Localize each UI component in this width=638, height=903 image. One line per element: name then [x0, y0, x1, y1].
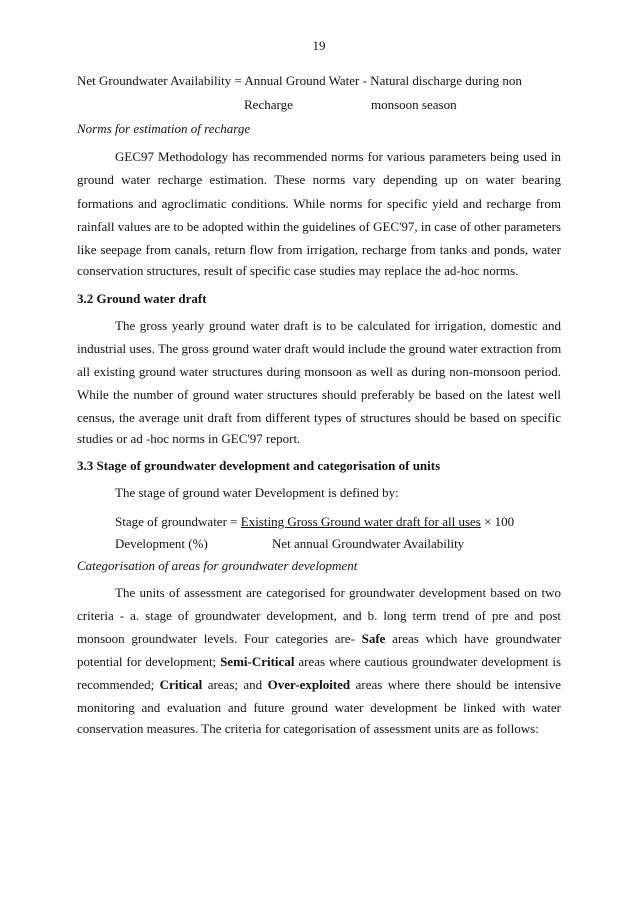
para-cat-text: areas; and	[207, 677, 263, 692]
para-draft-line: industrial uses. The gross ground water draft would include the ground water extraction from	[77, 341, 562, 356]
stage-intro: The stage of ground water Development is defined by:	[115, 485, 399, 500]
para-cat-line: The units of assessment are categorised for groundwater development based on two	[115, 585, 561, 600]
category-safe: Safe	[361, 631, 386, 646]
heading-stage-development: 3.3 Stage of groundwater development and categorisation of units	[77, 458, 441, 473]
para-cat-line	[77, 631, 561, 647]
para-cat-text: areas which have groundwater	[392, 631, 561, 646]
formula-stage-line1	[115, 514, 514, 530]
para-draft-line: all existing ground water structures during monsoon as well as during non-monsoon period.	[77, 364, 561, 379]
heading-ground-water-draft: 3.2 Ground water draft	[77, 291, 207, 306]
para-cat-line: monitoring and evaluation and future ground water development be linked with water	[77, 700, 561, 715]
formula-stage-times: × 100	[484, 514, 515, 529]
para-norms-line: ground water recharge estimation. These norms vary depending up on water bearing	[77, 172, 561, 187]
formula-stage-denominator: Net annual Groundwater Availability	[272, 536, 465, 551]
formula-net-availability-monsoon: monsoon season	[371, 97, 457, 112]
para-cat-text: monsoon groundwater levels. Four categories are-	[77, 631, 355, 646]
para-draft-line: The gross yearly ground water draft is to be calculated for irrigation, domestic and	[115, 318, 561, 333]
para-cat-text: potential for development;	[77, 654, 217, 669]
para-cat-text: areas where there should be intensive	[355, 677, 561, 692]
formula-stage-label: Stage of groundwater =	[115, 514, 238, 529]
para-cat-text: recommended;	[77, 677, 155, 692]
para-norms-line: rainfall values are to be adopted within the guidelines of GEC'97, in case of other parameters	[77, 219, 561, 234]
heading-norms: Norms for estimation of recharge	[77, 121, 251, 136]
para-cat-line	[77, 654, 561, 670]
heading-categorisation: Categorisation of areas for groundwater development	[77, 558, 358, 573]
para-cat-text: areas where cautious groundwater development is	[298, 654, 562, 669]
category-semi-critical: Semi-Critical	[220, 654, 295, 669]
formula-net-availability-recharge: Recharge	[244, 97, 293, 112]
para-norms-line: formations and agroclimatic conditions. While norms for specific yield and recharge from	[77, 196, 561, 211]
category-critical: Critical	[159, 677, 203, 692]
para-norms-line: GEC97 Methodology has recommended norms for various parameters being used in	[115, 149, 561, 164]
page-number: 19	[312, 38, 326, 53]
para-cat-line	[77, 677, 561, 693]
para-norms-line: conservation structures, result of specific case studies may replace the ad-hoc norms.	[77, 263, 519, 278]
formula-stage-development-label: Development (%)	[115, 536, 208, 551]
category-over-exploited: Over-exploited	[267, 677, 351, 692]
para-cat-line: criteria - a. stage of groundwater development, and b. long term trend of pre and post	[77, 608, 561, 623]
formula-stage-numerator: Existing Gross Ground water draft for all uses	[240, 514, 481, 529]
para-draft-line: census, the average unit draft from different types of structures should be based on specific	[77, 410, 561, 425]
formula-net-availability-line1: Net Groundwater Availability = Annual Ground Water - Natural discharge during non	[77, 73, 522, 88]
para-draft-line: While the number of ground water structures should preferably be based on the latest well	[77, 387, 561, 402]
para-norms-line: like seepage from canals, return flow from irrigation, recharge from tanks and ponds, water	[77, 242, 561, 257]
para-cat-line: conservation measures. The criteria for categorisation of assessment units are as follows:	[77, 721, 539, 736]
para-draft-line: studies or ad -hoc norms in GEC'97 report.	[77, 431, 301, 446]
